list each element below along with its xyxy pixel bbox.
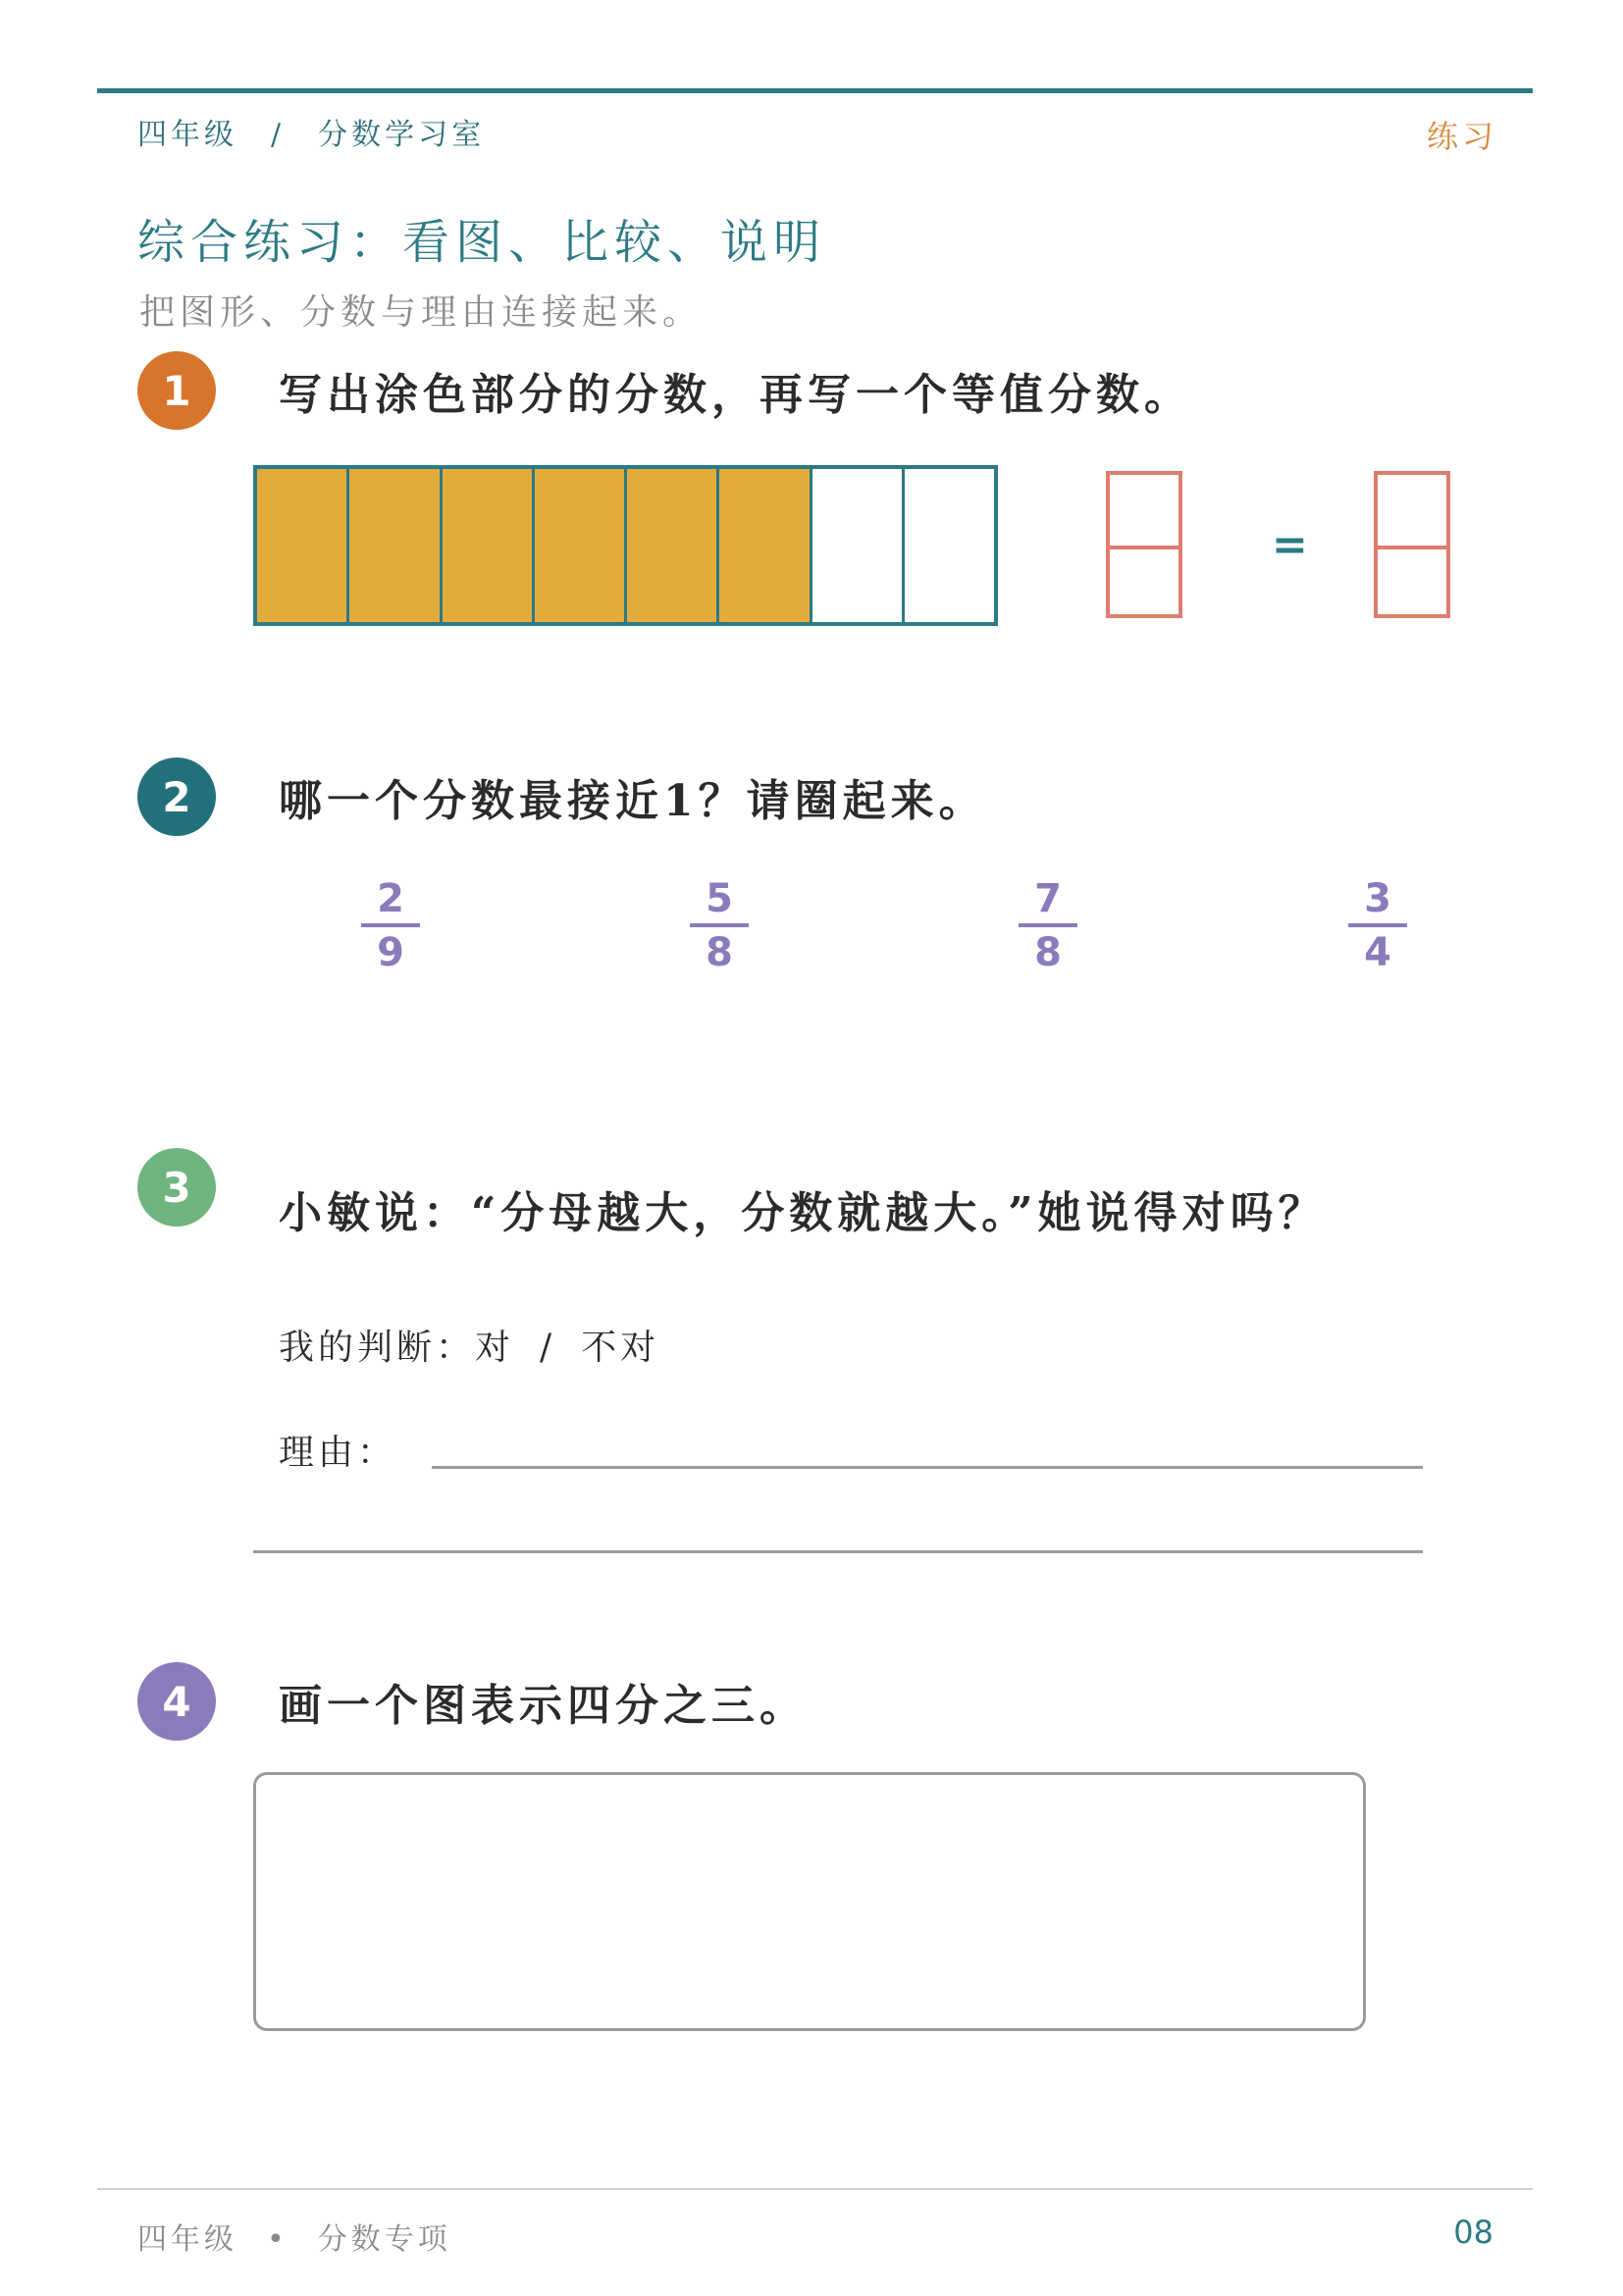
fraction-denominator: 9 <box>377 930 404 975</box>
breadcrumb-separator: / <box>271 118 286 152</box>
equivalent-fraction-answer-box[interactable] <box>1374 471 1450 618</box>
option-separator: / <box>540 1328 556 1368</box>
fraction-option[interactable] <box>1348 876 1407 976</box>
shaded-part <box>535 469 627 622</box>
breadcrumb <box>137 110 485 153</box>
question-3-text: 小敏说：“分母越大，分数就越大。”她说得对吗？ <box>279 1188 1327 1238</box>
fraction-denominator: 8 <box>706 930 733 975</box>
fraction-option[interactable] <box>1019 876 1077 976</box>
fraction-numerator: 2 <box>361 876 420 927</box>
shaded-part <box>349 469 442 622</box>
footer-rule <box>97 2188 1533 2190</box>
question-1-text: 写出涂色部分的分数，再写一个等值分数。 <box>279 370 1192 420</box>
shaded-part <box>443 469 535 622</box>
question-1-badge: 1 <box>137 351 216 430</box>
drawing-area[interactable] <box>253 1772 1366 2031</box>
breadcrumb-grade: 四年级 <box>137 118 237 152</box>
reason-label: 理由： <box>279 1433 397 1473</box>
option-correct[interactable]: 对 <box>475 1328 515 1368</box>
breadcrumb-section: 分数学习室 <box>318 118 486 152</box>
footer-grade: 四年级 <box>137 2222 237 2257</box>
question-2-text: 哪一个分数最接近1？请圈起来。 <box>279 776 987 826</box>
equals-sign: = <box>1272 520 1308 570</box>
page-title: 综合练习：看图、比较、说明 <box>137 215 827 270</box>
footer-info <box>137 2215 451 2258</box>
shaded-part <box>719 469 812 622</box>
shaded-part <box>257 469 349 622</box>
question-3-badge: 3 <box>137 1148 216 1226</box>
question-4-badge: 4 <box>137 1662 216 1741</box>
judgement-label: 我的判断： <box>279 1328 476 1368</box>
fraction-option[interactable] <box>361 876 420 976</box>
header-rule <box>97 88 1533 93</box>
fraction-bar <box>253 465 998 626</box>
section-tag: 练习 <box>1426 118 1497 155</box>
page-subtitle: 把图形、分数与理由连接起来。 <box>139 292 704 333</box>
fraction-numerator: 3 <box>1348 876 1407 927</box>
question-4-text: 画一个图表示四分之三。 <box>279 1681 808 1731</box>
reason-answer-line[interactable] <box>432 1466 1423 1469</box>
fraction-denominator: 8 <box>1034 930 1062 975</box>
reason-answer-line-2[interactable] <box>253 1550 1423 1553</box>
fraction-numerator: 7 <box>1019 876 1077 927</box>
shaded-part <box>627 469 719 622</box>
fraction-numerator: 5 <box>690 876 749 927</box>
option-incorrect[interactable]: 不对 <box>581 1328 660 1368</box>
page-number: 08 <box>1453 2214 1493 2251</box>
footer-dot: • <box>267 2222 288 2257</box>
judgement-row <box>279 1320 659 1370</box>
footer-topic: 分数专项 <box>317 2222 451 2257</box>
question-2-badge: 2 <box>137 757 216 836</box>
fraction-answer-box[interactable] <box>1106 471 1182 618</box>
unshaded-part <box>812 469 905 622</box>
fraction-option[interactable] <box>690 876 749 976</box>
unshaded-part <box>905 469 994 622</box>
fraction-denominator: 4 <box>1364 930 1391 975</box>
